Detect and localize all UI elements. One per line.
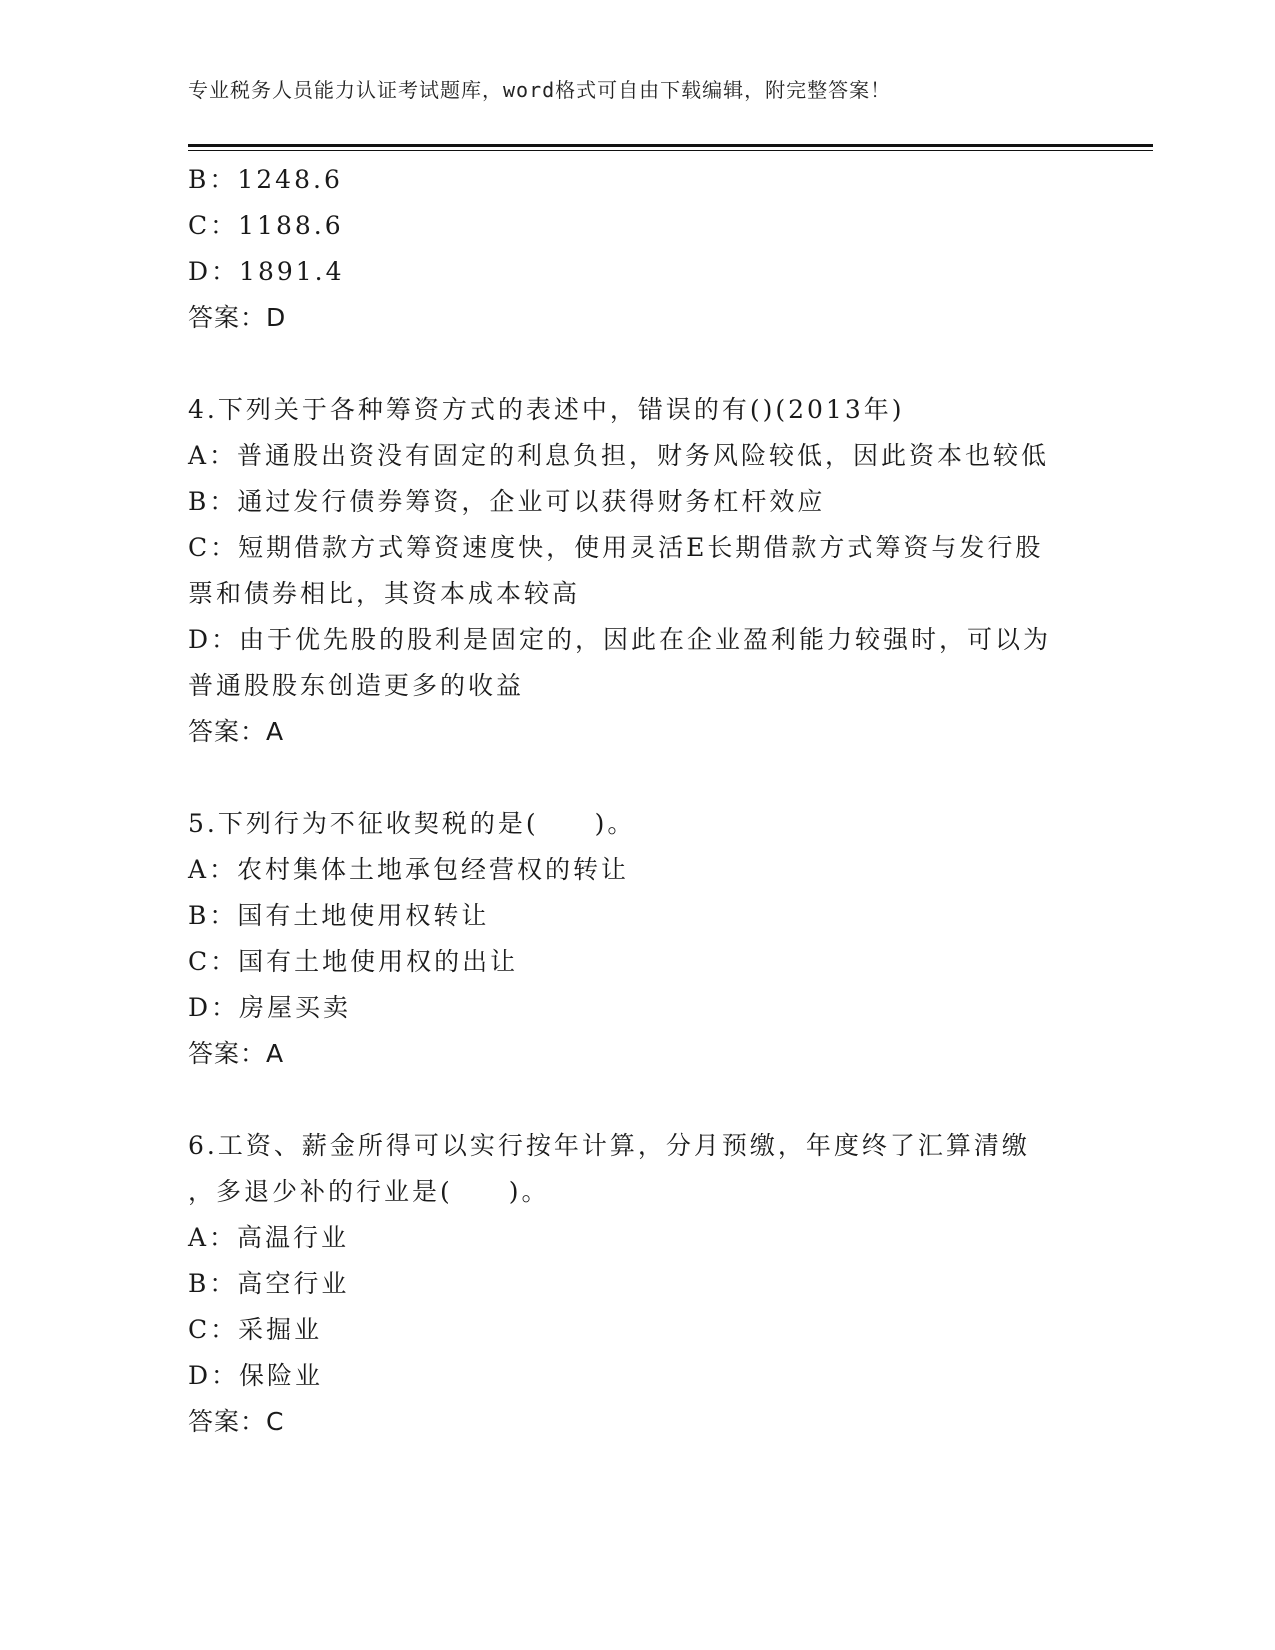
option-d: D：由于优先股的股利是固定的，因此在企业盈利能力较强时，可以为 xyxy=(188,625,1052,654)
question-stem: 6.工资、薪金所得可以实行按年计算，分月预缴，年度终了汇算清缴 xyxy=(188,1131,1030,1160)
question-stem-continued: ，多退少补的行业是( )。 xyxy=(188,1177,550,1206)
option-c: C：短期借款方式筹资速度快，使用灵活E长期借款方式筹资与发行股 xyxy=(188,533,1044,562)
option-c: C：国有土地使用权的出让 xyxy=(188,947,519,976)
option-d-continued: 普通股股东创造更多的收益 xyxy=(188,671,525,700)
spacer xyxy=(188,755,1088,801)
question-6 xyxy=(188,1123,1088,1445)
previous-question-tail xyxy=(188,157,1088,341)
spacer xyxy=(188,341,1088,387)
option-a: A：普通股出资没有固定的利息负担，财务风险较低，因此资本也较低 xyxy=(188,441,1050,470)
header-divider-thin xyxy=(188,150,1153,151)
answer-line: 答案：A xyxy=(188,1039,285,1068)
option-d: D：保险业 xyxy=(188,1361,324,1390)
answer-line: 答案：C xyxy=(188,1407,285,1436)
option-c-continued: 票和债券相比，其资本成本较高 xyxy=(188,579,581,608)
option-b: B：通过发行债券筹资，企业可以获得财务杠杆效应 xyxy=(188,487,826,516)
option-b: B：高空行业 xyxy=(188,1269,350,1298)
option-c: C：采掘业 xyxy=(188,1315,323,1344)
question-stem: 4.下列关于各种筹资方式的表述中，错误的有()(2013年) xyxy=(188,395,905,424)
option-a: A：高温行业 xyxy=(188,1223,350,1252)
header-divider-thick xyxy=(188,144,1153,147)
question-4 xyxy=(188,387,1088,755)
answer-line: 答案：D xyxy=(188,303,287,332)
question-stem: 5.下列行为不征收契税的是( )。 xyxy=(188,809,636,838)
question-content xyxy=(188,157,1088,1445)
option-b: B：国有土地使用权转让 xyxy=(188,901,490,930)
spacer xyxy=(188,1077,1088,1123)
option-b: B：1248.6 xyxy=(188,165,343,194)
option-d: D：1891.4 xyxy=(188,257,345,286)
option-d: D：房屋买卖 xyxy=(188,993,352,1022)
question-5 xyxy=(188,801,1088,1077)
option-a: A：农村集体土地承包经营权的转让 xyxy=(188,855,630,884)
answer-line: 答案：A xyxy=(188,717,285,746)
page-header: 专业税务人员能力认证考试题库，word格式可自由下载编辑，附完整答案！ xyxy=(188,78,892,102)
option-c: C：1188.6 xyxy=(188,211,344,240)
